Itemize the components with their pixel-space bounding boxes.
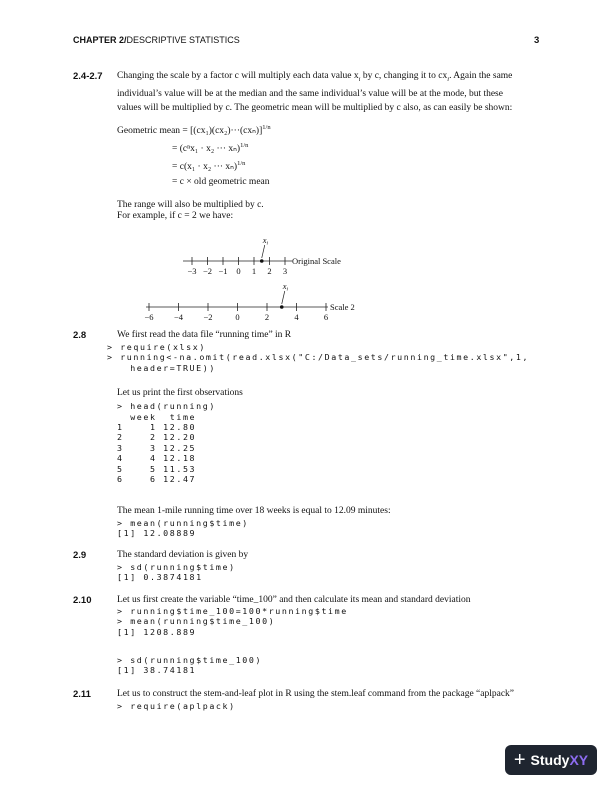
paragraph-line-3: values will be multiplied by c. The geometric mean will be multiplied by c also, as can easily be shown: [117, 102, 513, 113]
tick-label: −3 [187, 266, 197, 276]
code-sd100 [117, 655, 262, 676]
equation-line-4: = c × old geometric mean [172, 177, 270, 187]
scale-diagram [140, 230, 400, 325]
tick-label: −1 [218, 266, 228, 276]
section-2-4-paragraph [117, 69, 557, 115]
code-line: header=TRUE)) [117, 362, 216, 373]
original-xi-marker [260, 235, 269, 263]
range-text [117, 198, 557, 223]
section-2-9-intro: The standard deviation is given by [117, 550, 249, 560]
tick-label: 6 [323, 312, 329, 322]
xi-arrow [262, 245, 265, 258]
code-line: > running<-na.omit(read.xlsx("C:/Data_sets/running_time.xlsx",1, [107, 352, 530, 363]
xi-label: xi [282, 281, 289, 293]
equation-line-2: = (cⁿx₁ · x₂ ··· xₙ)$^{1/n}$ [172, 142, 249, 155]
section-2-10-intro: Let us first create the variable “time_100” and then calculate its mean and standard deviation [117, 595, 471, 605]
studyxy-badge[interactable] [505, 745, 597, 775]
code-line: > mean(running$time) [117, 518, 249, 528]
xi-point [260, 259, 264, 263]
tick-label: 1 [251, 266, 257, 276]
code-output: [1] 1208.889 [117, 626, 197, 637]
tick-label: −2 [203, 312, 213, 322]
tick-label: −4 [173, 312, 184, 322]
page-number: 3 [534, 35, 540, 46]
section-number-2-11: 2.11 [73, 689, 91, 700]
code-require-aplpack: > require(aplpack) [117, 701, 236, 711]
scaled-xi-marker [280, 281, 289, 309]
table-row: 6 6 12.47 [117, 474, 197, 485]
table-row: 5 5 11.53 [117, 463, 197, 474]
table-row: 3 3 12.25 [117, 442, 197, 453]
range-line-2: For example, if c = 2 we have: [117, 211, 234, 221]
chapter-title: DESCRIPTIVE STATISTICS [126, 35, 240, 45]
code-line: > running$time_100=100*running$time [117, 606, 348, 616]
code-time100 [117, 606, 348, 637]
code-output: [1] 38.74181 [117, 665, 197, 676]
code-mean [117, 518, 249, 539]
code-output: [1] 0.3874181 [117, 572, 203, 583]
section-2-11-intro: Let us to construct the stem-and-leaf plot in R using the stem.leaf command from the package “aplpack” [117, 689, 515, 699]
tick-label: 3 [282, 266, 288, 276]
code-line: > sd(running$time_100) [117, 655, 263, 665]
section-number-2-10: 2.10 [73, 595, 92, 606]
range-line-1: The range will also be multiplied by c. [117, 200, 264, 210]
mean-intro: The mean 1-mile running time over 18 weeks is equal to 12.09 minutes: [117, 506, 391, 516]
paragraph-line-2: individual’s value will be at the median and the same individual’s value will be at the mode, but these [117, 88, 503, 99]
table-row: 4 4 12.18 [117, 453, 197, 464]
xi-point [280, 305, 284, 309]
section-number-2-4: 2.4-2.7 [73, 71, 103, 82]
tick-label: 0 [236, 266, 241, 276]
table-header: week time [117, 412, 197, 422]
section-2-8-intro: We first read the data file “running time” in R [117, 330, 292, 340]
code-block-read [107, 342, 529, 373]
table-row: 1 1 12.80 [117, 422, 197, 432]
code-line: > sd(running$time) [117, 562, 236, 572]
equation-line-3: = c(x₁ · x₂ ··· xₙ)$^{1/n}$ [172, 160, 246, 173]
code-output: [1] 12.08889 [117, 528, 197, 539]
original-scale-label: Original Scale [292, 256, 341, 266]
code-head: > head(running) [117, 401, 216, 411]
badge-xy: XY [569, 752, 589, 768]
xi-label: xi [262, 235, 269, 247]
badge-study: Study [530, 752, 570, 768]
data-table [117, 422, 196, 484]
code-line: > require(xlsx) [107, 342, 206, 352]
section-number-2-9: 2.9 [73, 550, 87, 561]
chapter-label: CHAPTER 2/ [73, 35, 127, 45]
tick-label: −6 [144, 312, 154, 322]
chapter-header [73, 35, 240, 45]
code-sd [117, 562, 236, 583]
equation-line-1: Geometric mean = $[(cx_1)(cx_2)\cdot\cdot\cdot(cx_n)]^{1/n}$ [117, 124, 271, 137]
code-line: > mean(running$time_100) [117, 616, 276, 627]
section-number-2-8: 2.8 [73, 330, 87, 341]
xi-arrow [282, 291, 285, 304]
tick-label: 0 [235, 312, 240, 322]
tick-label: 2 [267, 266, 272, 276]
tick-label: −2 [202, 266, 213, 276]
plus-icon: + [513, 748, 526, 771]
tick-label: 2 [264, 312, 270, 322]
print-intro: Let us print the first observations [117, 388, 243, 398]
table-row: 2 2 12.20 [117, 432, 197, 443]
paragraph-line-1: Changing the scale by a factor c will multiply each data value $x_i$ by c, changing it to $cx_i$. Again the same [117, 71, 513, 83]
tick-label: 4 [294, 312, 299, 322]
scaled-label: Scale 2 [330, 302, 355, 312]
